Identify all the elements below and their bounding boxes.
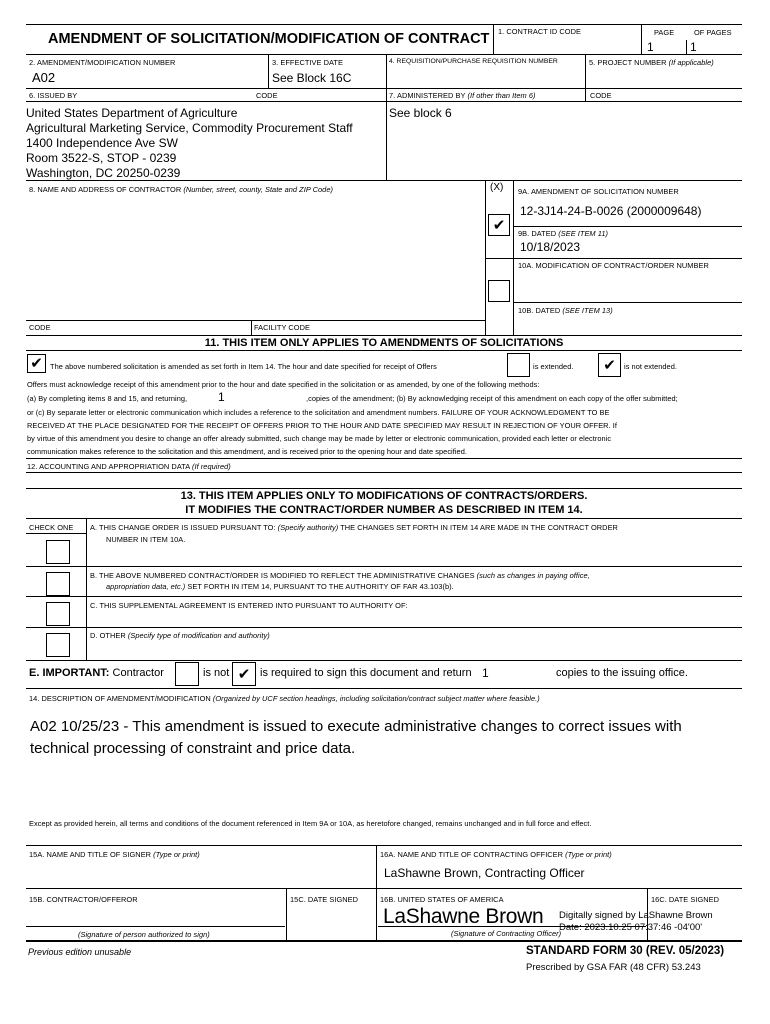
section-11-line-1: The above numbered solicitation is amended as set forth in Item 14. The hour and date specified for receipt of Offers — [50, 362, 437, 371]
administered-by-value: See block 6 — [389, 106, 452, 120]
prescribed-by: Prescribed by GSA FAR (48 CFR) 53.243 — [526, 962, 701, 973]
contractor-signature-caption: (Signature of person authorized to sign) — [78, 930, 210, 939]
description-label: 14. DESCRIPTION OF AMENDMENT/MODIFICATION (Organized by UCF section headings, including solicitation/contract subject matter where feasible.) — [29, 694, 540, 703]
accounting-label: 12. ACCOUNTING AND APPROPRIATION DATA (If required) — [27, 462, 231, 471]
contract-id-label: 1. CONTRACT ID CODE — [498, 27, 581, 36]
section-11-line-6: by virtue of this amendment you desire to change an offer already submitted, such change may be made by letter or electronic communication, provided each letter or electronic — [27, 434, 612, 443]
form-number: STANDARD FORM 30 (REV. 05/2023) — [526, 945, 725, 957]
of-pages-label: OF PAGES — [694, 28, 732, 37]
section-11-line-2: Offers must acknowledge receipt of this amendment prior to the hour and date specified in the solicitation or as amended, by one of the following methods: — [27, 380, 540, 389]
effective-date-label: 3. EFFECTIVE DATE — [272, 58, 343, 67]
section-11-line-4: or (c) By separate letter or electronic communication which includes a reference to the solicitation and amendment numbers. FAILURE OF YOUR ACKNOWLEDGMENT TO BE — [27, 408, 610, 417]
contractor-date-signed-label: 15C. DATE SIGNED — [290, 895, 359, 904]
checkbox-13c[interactable] — [46, 602, 70, 626]
checkbox-13a[interactable] — [46, 540, 70, 564]
checkbox-contractor-is-not[interactable]: ✔ — [232, 662, 256, 686]
dated-9b-label: 9B. DATED (SEE ITEM 11) — [518, 229, 609, 238]
issued-by-label: 6. ISSUED BY — [29, 91, 78, 100]
description-line: technical processing of constraint and price data. — [30, 740, 356, 757]
officer-signature: LaShawne Brown — [383, 905, 544, 928]
is-extended-label: is extended. — [533, 362, 574, 371]
issued-code-label: CODE — [256, 91, 278, 100]
dated-10b-label: 10B. DATED (SEE ITEM 13) — [518, 306, 613, 315]
item-13b-line-2: appropriation data, etc.) SET FORTH IN ITEM 14, PURSUANT TO THE AUTHORITY OF FAR 43.103(b). — [106, 582, 454, 591]
issued-by-address — [26, 106, 353, 181]
checkbox-is-not-extended[interactable]: ✔ — [598, 353, 621, 377]
contracting-officer-value: LaShawne Brown, Contracting Officer — [384, 866, 585, 880]
project-number-label: 5. PROJECT NUMBER (If applicable) — [589, 58, 714, 67]
checkbox-13b[interactable] — [46, 572, 70, 596]
description-text — [30, 716, 682, 760]
important-copies-value: 1 — [482, 666, 489, 680]
important-text: is required to sign this document and return — [260, 667, 472, 679]
checkbox-solicitation-amended[interactable]: ✔ — [27, 354, 46, 373]
page-label: PAGE — [654, 28, 675, 37]
section-11-line-3a: (a) By completing items 8 and 15, and returning, — [27, 394, 188, 403]
form-title: AMENDMENT OF SOLICITATION/MODIFICATION OF CONTRACT — [48, 31, 490, 47]
section-11-line-7: communication makes reference to the solicitation and this amendment, and is received prior to the opening hour and date specified. — [27, 447, 467, 456]
important-label: E. IMPORTANT: Contractor — [29, 667, 164, 679]
item-13a-line-1: A. THIS CHANGE ORDER IS ISSUED PURSUANT TO: (Specify authority) THE CHANGES SET FORTH IN ITEM 14 ARE MADE IN THE CONTRACT ORDER — [90, 523, 618, 532]
requisition-label: 4. REQUISITION/PURCHASE REQUISITION NUMBER — [389, 58, 558, 65]
digital-signature-line: Date: 2023.10.25 07:37:46 -04'00' — [559, 922, 703, 933]
officer-date-signed-label: 16C. DATE SIGNED — [651, 895, 720, 904]
address-line: 1400 Independence Ave SW — [26, 136, 178, 150]
dated-9b-value: 10/18/2023 — [520, 240, 581, 254]
amendment-number-value: A02 — [32, 70, 56, 85]
return-copies-value: 1 — [218, 390, 225, 404]
contractor-address-label: 8. NAME AND ADDRESS OF CONTRACTOR (Number, street, county, State and ZIP Code) — [29, 185, 334, 194]
contractor-offeror-label: 15B. CONTRACTOR/OFFEROR — [29, 895, 138, 904]
check-one-label: CHECK ONE — [29, 523, 74, 532]
is-not-extended-label: is not extended. — [624, 362, 677, 371]
address-line: Room 3522-S, STOP - 0239 — [26, 151, 177, 165]
digital-signature-block — [559, 910, 713, 934]
checkbox-10a[interactable] — [488, 280, 510, 302]
signer-name-label: 15A. NAME AND TITLE OF SIGNER (Type or print) — [29, 850, 200, 859]
previous-edition-note: Previous edition unusable — [28, 947, 132, 957]
is-not-label: is not — [203, 667, 230, 679]
item-13b-line-1: B. THE ABOVE NUMBERED CONTRACT/ORDER IS MODIFIED TO REFLECT THE ADMINISTRATIVE CHANGES (such as changes in paying office, — [90, 571, 590, 580]
checkbox-9a[interactable]: ✔ — [488, 214, 510, 236]
x-column-label: (X) — [490, 182, 504, 193]
contracting-officer-label: 16A. NAME AND TITLE OF CONTRACTING OFFICER (Type or print) — [380, 850, 612, 859]
checkbox-contractor-is[interactable] — [175, 662, 199, 686]
amendment-solicitation-label: 9A. AMENDMENT OF SOLICITATION NUMBER — [518, 187, 679, 196]
description-line: A02 10/25/23 - This amendment is issued to execute administrative changes to correct issues with — [30, 718, 682, 735]
address-line: United States Department of Agriculture — [26, 106, 238, 120]
page-number: 1 — [647, 40, 654, 54]
section-13-heading-2: IT MODIFIES THE CONTRACT/ORDER NUMBER AS DESCRIBED IN ITEM 14. — [185, 504, 583, 516]
address-line: Agricultural Marketing Service, Commodity Procurement Staff — [26, 121, 353, 135]
section-11-line-3b: ,copies of the amendment; (b) By acknowledging receipt of this amendment on each copy of the offer submitted; — [306, 394, 678, 403]
effective-date-value: See Block 16C — [272, 71, 352, 85]
section-11-heading: 11. THIS ITEM ONLY APPLIES TO AMENDMENTS OF SOLICITATIONS — [204, 337, 564, 349]
administered-by-label: 7. ADMINISTERED BY (If other than Item 6) — [389, 91, 536, 100]
item-13c-line-1: C. THIS SUPPLEMENTAL AGREEMENT IS ENTERED INTO PURSUANT TO AUTHORITY OF: — [90, 601, 408, 610]
except-statement: Except as provided herein, all terms and conditions of the document referenced in Item 9A or 10A, as heretofore changed, remains unchanged and in full force and effect. — [29, 819, 592, 828]
section-13-heading-1: 13. THIS ITEM APPLIES ONLY TO MODIFICATIONS OF CONTRACTS/ORDERS. — [180, 490, 588, 502]
address-line: Washington, DC 20250-0239 — [26, 166, 181, 180]
admin-code-label: CODE — [590, 91, 612, 100]
facility-code-label: FACILITY CODE — [254, 323, 310, 332]
amendment-number-label: 2. AMENDMENT/MODIFICATION NUMBER — [29, 58, 176, 67]
section-11-line-5: RECEIVED AT THE PLACE DESIGNATED FOR THE RECEIPT OF OFFERS PRIOR TO THE HOUR AND DATE SPECIFIED MAY RESULT IN REJECTION OF YOUR OFFER. If — [27, 421, 617, 430]
modification-contract-label: 10A. MODIFICATION OF CONTRACT/ORDER NUMBER — [518, 261, 709, 270]
item-13d-line-1: D. OTHER (Specify type of modification and authority) — [90, 631, 270, 640]
amendment-solicitation-value: 12-3J14-24-B-0026 (2000009648) — [520, 204, 702, 218]
of-pages-number: 1 — [690, 40, 697, 54]
officer-signature-caption: (Signature of Contracting Officer) — [451, 929, 562, 938]
important-text-2: copies to the issuing office. — [556, 667, 688, 679]
usa-label: 16B. UNITED STATES OF AMERICA — [380, 895, 504, 904]
item-13a-line-2: NUMBER IN ITEM 10A. — [106, 535, 186, 544]
checkbox-13d[interactable] — [46, 633, 70, 657]
digital-signature-line: Digitally signed by LaShawne Brown — [559, 910, 713, 921]
checkbox-is-extended[interactable] — [507, 353, 530, 377]
contractor-code-label: CODE — [29, 323, 51, 332]
